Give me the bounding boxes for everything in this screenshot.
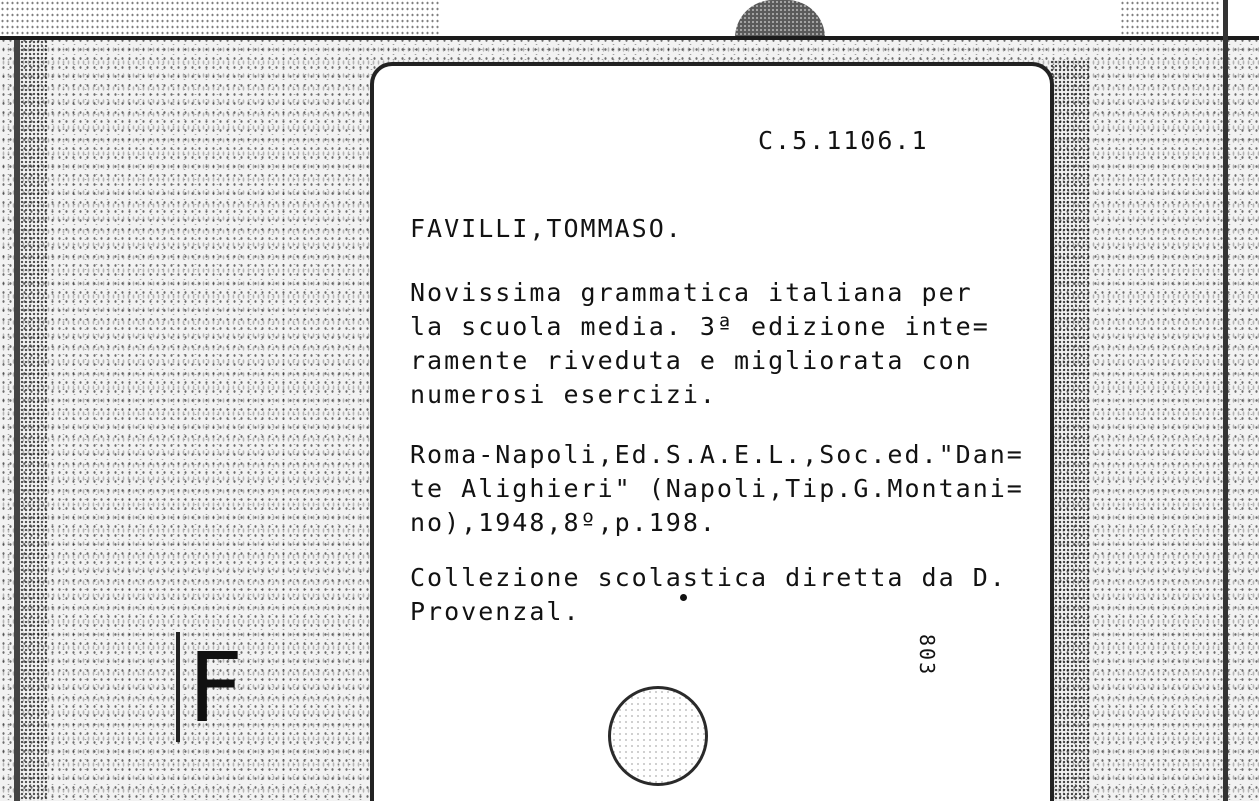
top-band-left-texture [0, 0, 440, 38]
title-line: numerosi esercizi. [410, 380, 717, 409]
tray-right-edge [1223, 0, 1228, 801]
tray-right-shadow [1050, 60, 1090, 801]
vertical-code: 803 [915, 634, 939, 677]
series-block [410, 561, 1007, 629]
tray-left-shadow [20, 40, 48, 801]
ink-dot [680, 594, 687, 601]
title-line: ramente riveduta e migliorata con [410, 346, 973, 375]
shelfmark: C.5.1106.1 [758, 126, 929, 155]
title-line: Novissima grammatica italiana per [410, 278, 973, 307]
imprint-block [410, 438, 1024, 540]
guide-card-edge [176, 632, 180, 742]
title-block [410, 276, 990, 412]
top-band-right-texture [1120, 0, 1220, 38]
author-heading: FAVILLI,TOMMASO. [410, 214, 683, 243]
imprint-line: te Alighieri" (Napoli,Tip.G.Montani= [410, 474, 1024, 503]
card-punch-hole [608, 686, 708, 786]
imprint-line: Roma-Napoli,Ed.S.A.E.L.,Soc.ed."Dan= [410, 440, 1024, 469]
imprint-line: no),1948,8º,p.198. [410, 508, 717, 537]
series-line: Collezione scolastica diretta da D. [410, 563, 1007, 592]
series-line: Provenzal. [410, 597, 581, 626]
top-rule [0, 36, 1259, 40]
top-band [0, 0, 1259, 40]
guide-card-letter: F [188, 632, 244, 744]
title-line: la scuola media. 3ª edizione inte= [410, 312, 990, 341]
catalog-card [370, 62, 1054, 801]
